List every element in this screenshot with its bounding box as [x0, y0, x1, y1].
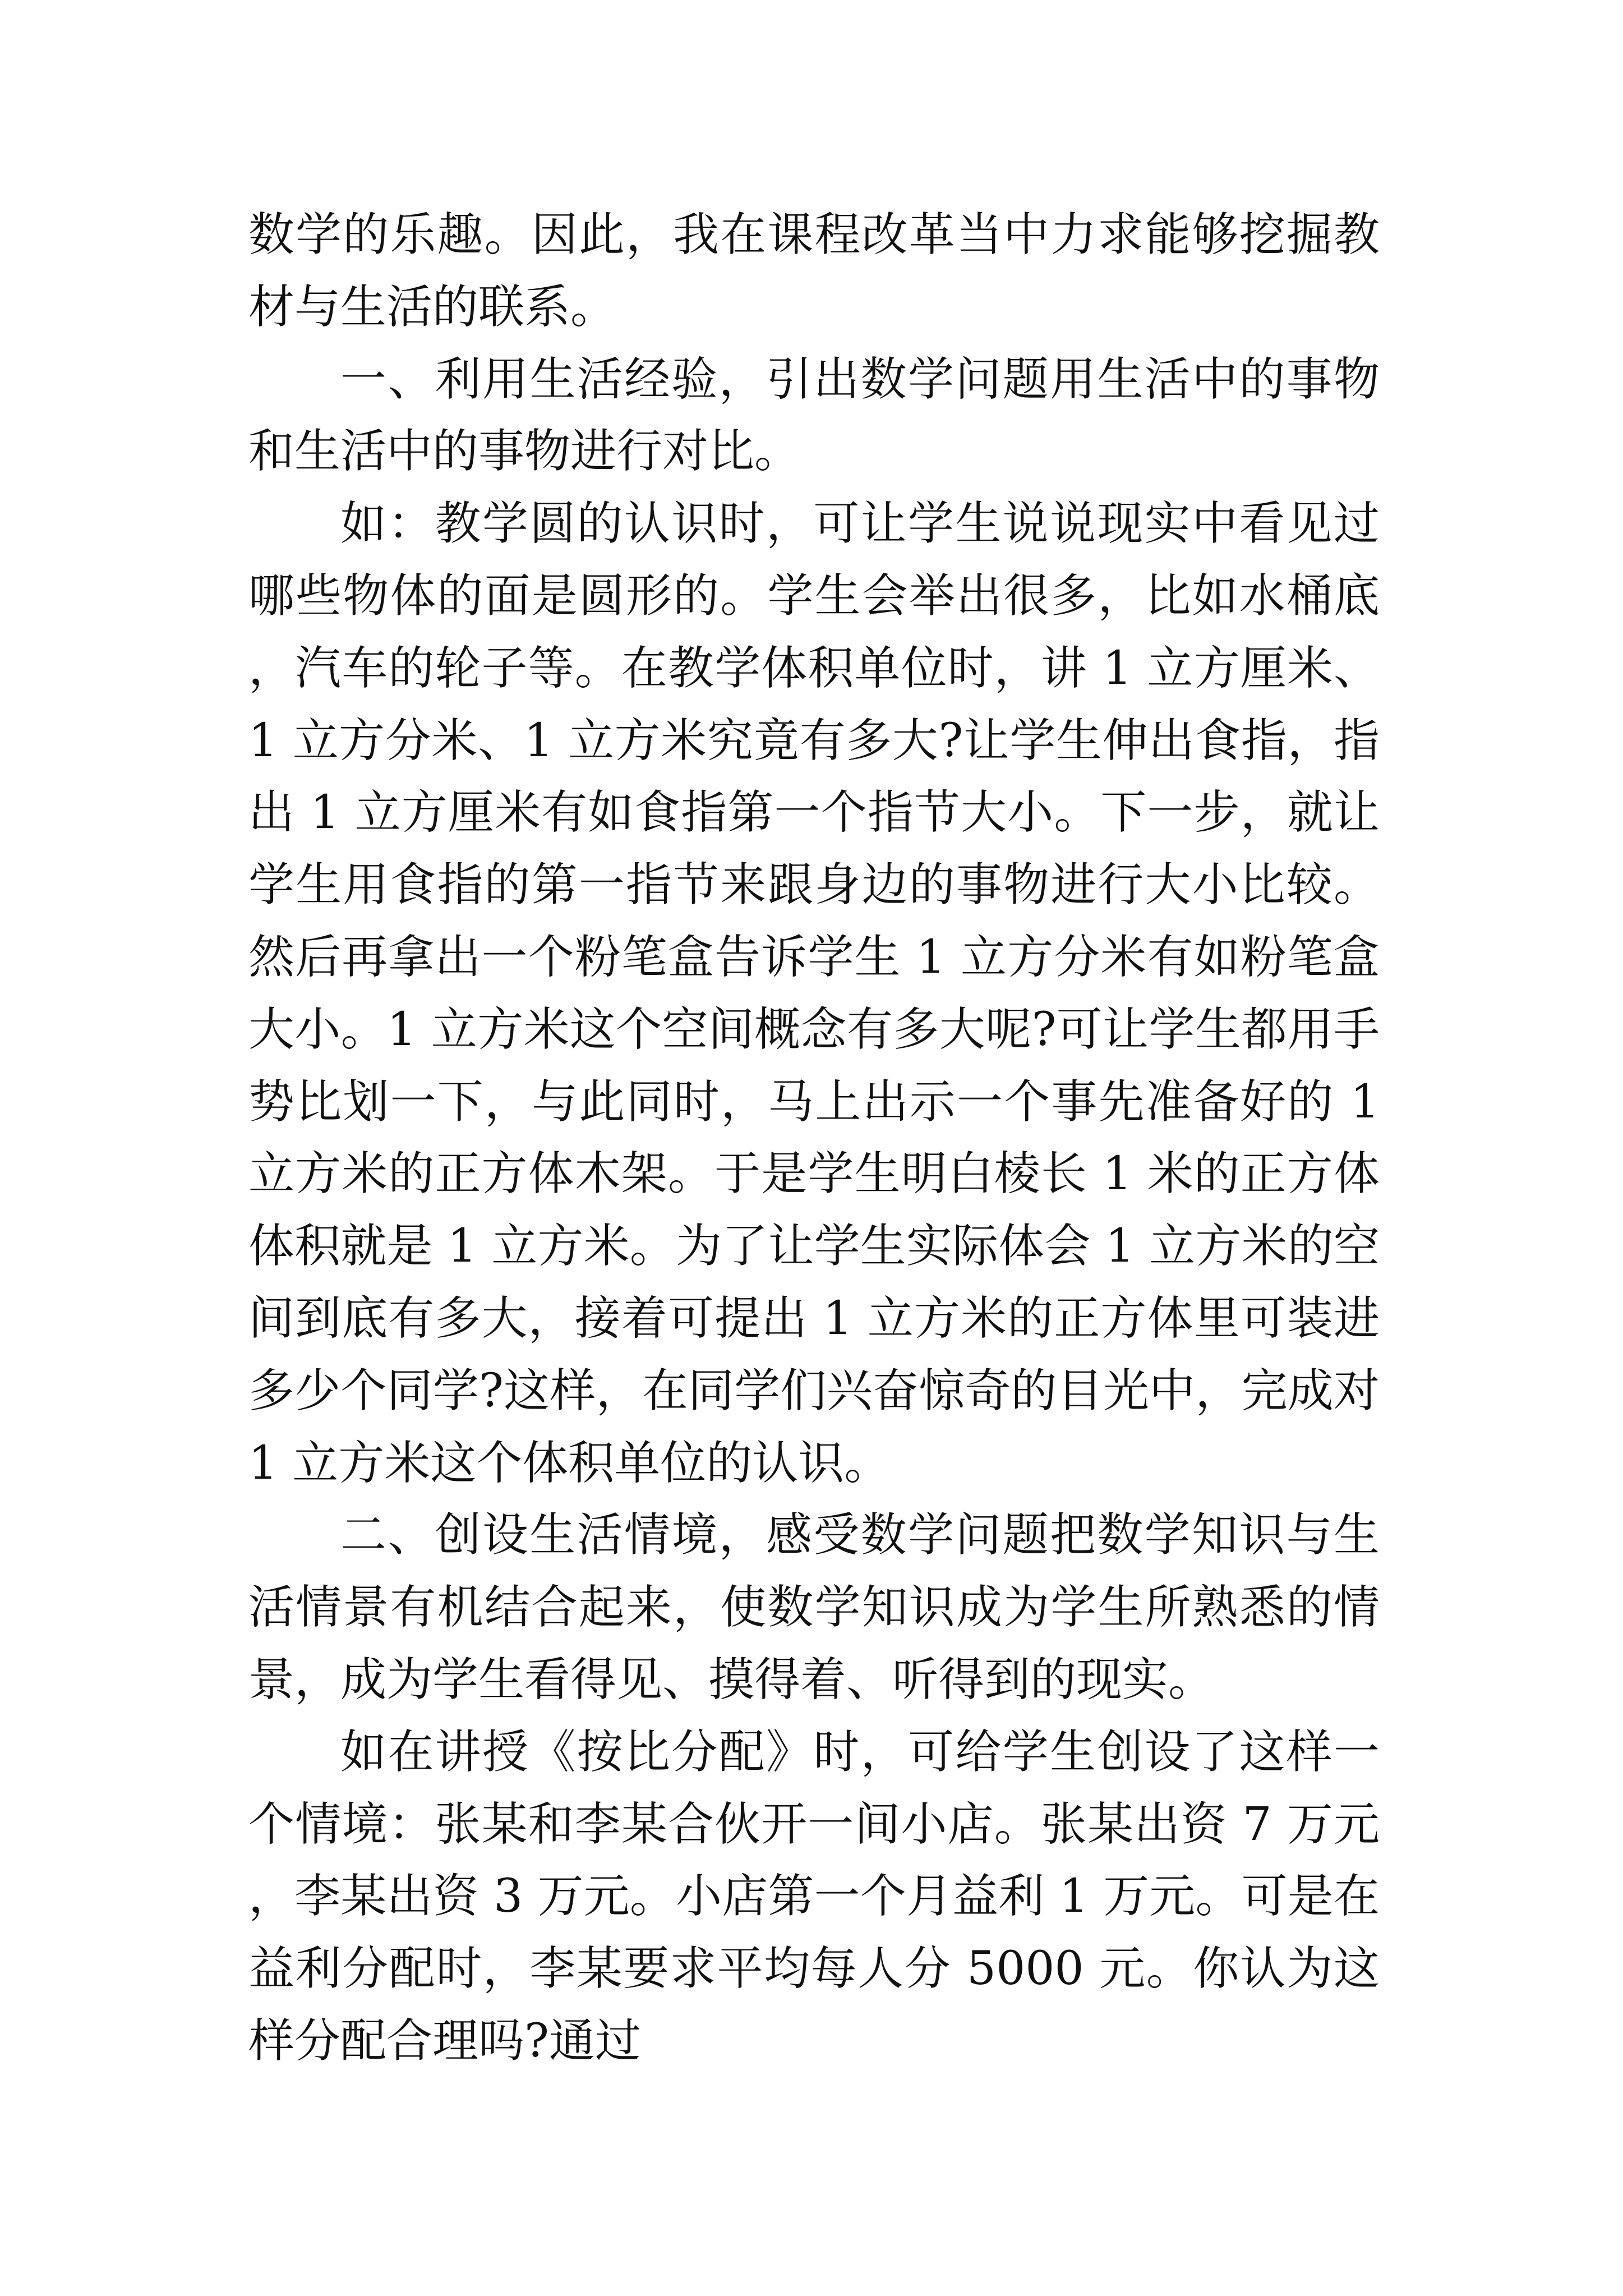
document-body — [248, 199, 1380, 2078]
paragraph-ratio-example: 如在讲授《按比分配》时，可给学生创设了这样一个情境：张某和李某合伙开一间小店。张某出资 7 万元，李某出资 3 万元。小店第一个月益利 1 万元。可是在益利分配时，李某要求平均每人分 5000 元。你认为这样分配合理吗?通过 — [248, 1725, 1380, 2068]
paragraph-continuation: 数学的乐趣。因此，我在课程改革当中力求能够挖掘教材与生活的联系。 — [248, 208, 1380, 334]
paragraph-volume-unit-example: 如：教学圆的认识时，可让学生说说现实中看见过哪些物体的面是圆形的。学生会举出很多，比如水桶底，汽车的轮子等。在教学体积单位时，讲 1 立方厘米、1 立方分米、1 立方米究竟有多大?让学生伸出食指，指出 1 立方厘米有如食指第一个指节大小。下一步，就让学生用食指的第一指节来跟身边的事物进行大小比较。然后再拿出一个粉笔盒告诉学生 1 立方分米有如粉笔盒大小。1 立方米这个空间概念有多大呢?可让学生都用手势比划一下，与此同时，马上出示一个事先准备好的 1 立方米的正方体木架。于是学生明白棱长 1 米的正方体体积就是 1 立方米。为了让学生实际体会 1 立方米的空间到底有多大，接着可提出 1 立方米的正方体里可装进多少个同学?这样，在同学们兴奋惊奇的目光中，完成对 1 立方米这个体积单位的认识。 — [248, 497, 1380, 1490]
paragraph-section-two-heading: 二、创设生活情境，感受数学问题把数学知识与生活情景有机结合起来，使数学知识成为学生所熟悉的情景，成为学生看得见、摸得着、听得到的现实。 — [248, 1508, 1380, 1706]
paragraph-section-one-heading: 一、利用生活经验，引出数学问题用生活中的事物和生活中的事物进行对比。 — [248, 352, 1380, 478]
